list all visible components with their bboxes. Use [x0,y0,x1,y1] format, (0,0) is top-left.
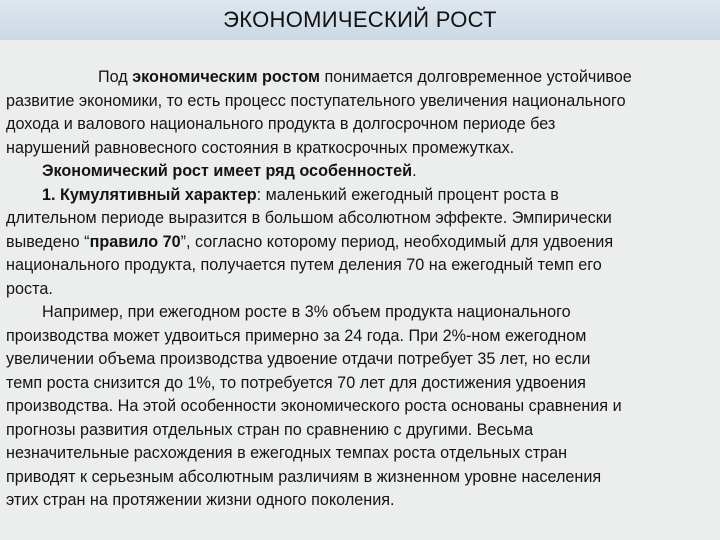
text-line: темп роста снизится до 1%, то потребуется 70 лет для достижения удвоения [6,373,586,392]
text-line: приводят к серьезным абсолютным различиям в жизненном уровне населения [6,467,602,486]
slide-body [6,66,708,513]
slide-title: ЭКОНОМИЧЕСКИЙ РОСТ [223,7,497,32]
text-line: роста. [6,279,53,298]
text-run: выведено “ [6,232,90,251]
list-number: 1. [42,185,60,204]
text-line: производства может удвоиться примерно за 24 года. При 2%-ном ежегодном [6,326,587,345]
term-rule-70: правило 70 [89,232,181,251]
text-line: длительном периоде выразится в большом абсолютном эффекте. Эмпирически [6,209,612,227]
text-line: производства. На этой особенности экономического роста основаны сравнения и [6,397,622,415]
text-line: прогнозы развития отдельных стран по сравнению с другими. Весьма [6,420,534,439]
text-line: Например, при ежегодном росте в 3% объем продукта национального [42,303,571,321]
text-run: . [412,162,417,180]
text-run: понимается долговременное устойчивое [319,68,632,86]
text-line [6,66,708,90]
term-economic-growth: экономическим ростом [132,68,320,86]
text-line: развитие экономики, то есть процесс поступательного увеличения национального [6,91,626,110]
text-run: Под [98,68,133,86]
paragraph-cumulative [6,184,708,302]
text-line: нарушений равновесного состояния в краткосрочных промежутках. [6,138,515,157]
text-line: национального продукта, получается путем деления 70 на ежегодный темп его [6,256,602,274]
text-line [6,231,708,255]
text-line: дохода и валового национального продукта в долгосрочном периоде без [6,115,556,133]
text-line: увеличении объема производства удвоение отдачи потребует 35 лет, но если [6,350,591,368]
text-line: этих стран на протяжении жизни одного поколения. [6,491,395,509]
title-bar [0,0,720,40]
paragraph-definition [6,66,708,160]
features-heading: Экономический рост имеет ряд особенностей [42,162,413,180]
paragraph-example [6,301,708,513]
term-cumulative: Кумулятивный характер [60,185,257,204]
text-line [6,184,708,208]
paragraph-features-intro [6,160,708,184]
text-line: незначительные расхождения в ежегодных темпах роста отдельных стран [6,444,568,462]
text-line [6,160,708,184]
text-run: ”, согласно которому период, необходимый для удвоения [180,232,614,251]
text-run: : маленький ежегодный процент роста в [256,185,559,204]
